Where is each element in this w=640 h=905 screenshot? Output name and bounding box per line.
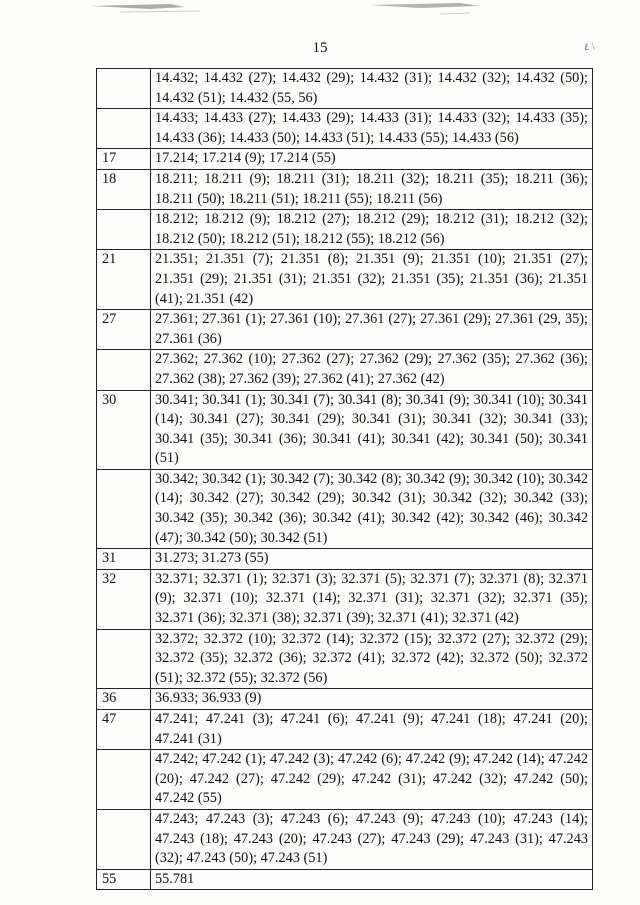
codes-list-cell: 36.933; 36.933 (9) <box>151 689 593 710</box>
table-row <box>97 549 593 570</box>
scan-corner-mark: ٤ \ <box>584 42 595 53</box>
group-code-cell: 36 <box>97 689 151 710</box>
codes-list-cell: 32.372; 32.372 (10); 32.372 (14); 32.372 (15); 32.372 (27); 32.372 (29); 32.372 (35); 32.372 (36); 32.372 (41); 32.372 (42); 32.372 (50); 32.372 (51); 32.372 (55); 32.372 (56) <box>151 629 593 689</box>
codes-list-cell: 55.781 <box>151 869 593 890</box>
codes-list-cell: 31.273; 31.273 (55) <box>151 549 593 570</box>
codes-list-cell: 47.241; 47.241 (3); 47.241 (6); 47.241 (9); 47.241 (18); 47.241 (20); 47.241 (31) <box>151 710 593 750</box>
scan-artifact-top <box>60 0 520 22</box>
page-number: 15 <box>312 40 328 56</box>
table-row <box>97 250 593 310</box>
group-code-cell: 27 <box>97 310 151 350</box>
table-row <box>97 350 593 390</box>
group-code-cell: 31 <box>97 549 151 570</box>
table-row <box>97 390 593 469</box>
codes-list-cell: 18.212; 18.212 (9); 18.212 (27); 18.212 (29); 18.212 (31); 18.212 (32); 18.212 (50); 18.212 (51); 18.212 (55); 18.212 (56) <box>151 210 593 250</box>
table-row <box>97 109 593 149</box>
table-row <box>97 809 593 869</box>
group-code-cell: 21 <box>97 250 151 310</box>
codes-list-cell: 21.351; 21.351 (7); 21.351 (8); 21.351 (9); 21.351 (10); 21.351 (27); 21.351 (29); 21.351 (31); 21.351 (32); 21.351 (35); 21.351 (36); 21.351 (41); 21.351 (42) <box>151 250 593 310</box>
group-code-cell <box>97 69 151 109</box>
codes-list-cell: 14.433; 14.433 (27); 14.433 (29); 14.433 (31); 14.433 (32); 14.433 (35); 14.433 (36); 14.433 (50); 14.433 (51); 14.433 (55); 14.433 (56) <box>151 109 593 149</box>
codes-list-cell: 18.211; 18.211 (9); 18.211 (31); 18.211 (32); 18.211 (35); 18.211 (36); 18.211 (50); 18.211 (51); 18.211 (55); 18.211 (56) <box>151 169 593 209</box>
codes-list-cell: 30.341; 30.341 (1); 30.341 (7); 30.341 (8); 30.341 (9); 30.341 (10); 30.341 (14); 30.341 (27); 30.341 (29); 30.341 (31); 30.341 (32); 30.341 (33); 30.341 (35); 30.341 (36); 30.341 (41); 30.341 (42); 30.341 (50); 30.341 (51) <box>151 390 593 469</box>
codes-list-cell: 47.243; 47.243 (3); 47.243 (6); 47.243 (9); 47.243 (10); 47.243 (14); 47.243 (18); 47.243 (20); 47.243 (27); 47.243 (29); 47.243 (31); 47.243 (32); 47.243 (50); 47.243 (51) <box>151 809 593 869</box>
table-row <box>97 569 593 629</box>
codes-list-cell: 17.214; 17.214 (9); 17.214 (55) <box>151 149 593 170</box>
table-row <box>97 629 593 689</box>
group-code-cell <box>97 469 151 548</box>
table-row <box>97 169 593 209</box>
group-code-cell <box>97 210 151 250</box>
table-row <box>97 69 593 109</box>
codes-table <box>96 68 593 890</box>
codes-list-cell: 14.432; 14.432 (27); 14.432 (29); 14.432 (31); 14.432 (32); 14.432 (50); 14.432 (51); 14.432 (55, 56) <box>151 69 593 109</box>
group-code-cell: 47 <box>97 710 151 750</box>
group-code-cell: 18 <box>97 169 151 209</box>
group-code-cell <box>97 750 151 810</box>
codes-list-cell: 30.342; 30.342 (1); 30.342 (7); 30.342 (8); 30.342 (9); 30.342 (10); 30.342 (14); 30.342 (27); 30.342 (29); 30.342 (31); 30.342 (32); 30.342 (33); 30.342 (35); 30.342 (36); 30.342 (41); 30.342 (42); 30.342 (46); 30.342 (47); 30.342 (50); 30.342 (51) <box>151 469 593 548</box>
group-code-cell <box>97 629 151 689</box>
group-code-cell: 30 <box>97 390 151 469</box>
table-row <box>97 689 593 710</box>
codes-list-cell: 27.361; 27.361 (1); 27.361 (10); 27.361 (27); 27.361 (29); 27.361 (29, 35); 27.361 (36) <box>151 310 593 350</box>
table-row <box>97 869 593 890</box>
codes-list-cell: 47.242; 47.242 (1); 47.242 (3); 47.242 (6); 47.242 (9); 47.242 (14); 47.242 (20); 47.242 (27); 47.242 (29); 47.242 (31); 47.242 (32); 47.242 (50); 47.242 (55) <box>151 750 593 810</box>
table-row <box>97 149 593 170</box>
codes-list-cell: 32.371; 32.371 (1); 32.371 (3); 32.371 (5); 32.371 (7); 32.371 (8); 32.371 (9); 32.371 (10); 32.371 (14); 32.371 (31); 32.371 (32); 32.371 (35); 32.371 (36); 32.371 (38); 32.371 (39); 32.371 (41); 32.371 (42) <box>151 569 593 629</box>
group-code-cell <box>97 109 151 149</box>
table-row <box>97 710 593 750</box>
group-code-cell: 17 <box>97 149 151 170</box>
group-code-cell: 32 <box>97 569 151 629</box>
codes-list-cell: 27.362; 27.362 (10); 27.362 (27); 27.362 (29); 27.362 (35); 27.362 (36); 27.362 (38); 27.362 (39); 27.362 (41); 27.362 (42) <box>151 350 593 390</box>
group-code-cell <box>97 350 151 390</box>
table-row <box>97 469 593 548</box>
group-code-cell: 55 <box>97 869 151 890</box>
table-row <box>97 310 593 350</box>
table-row <box>97 210 593 250</box>
table-row <box>97 750 593 810</box>
group-code-cell <box>97 809 151 869</box>
